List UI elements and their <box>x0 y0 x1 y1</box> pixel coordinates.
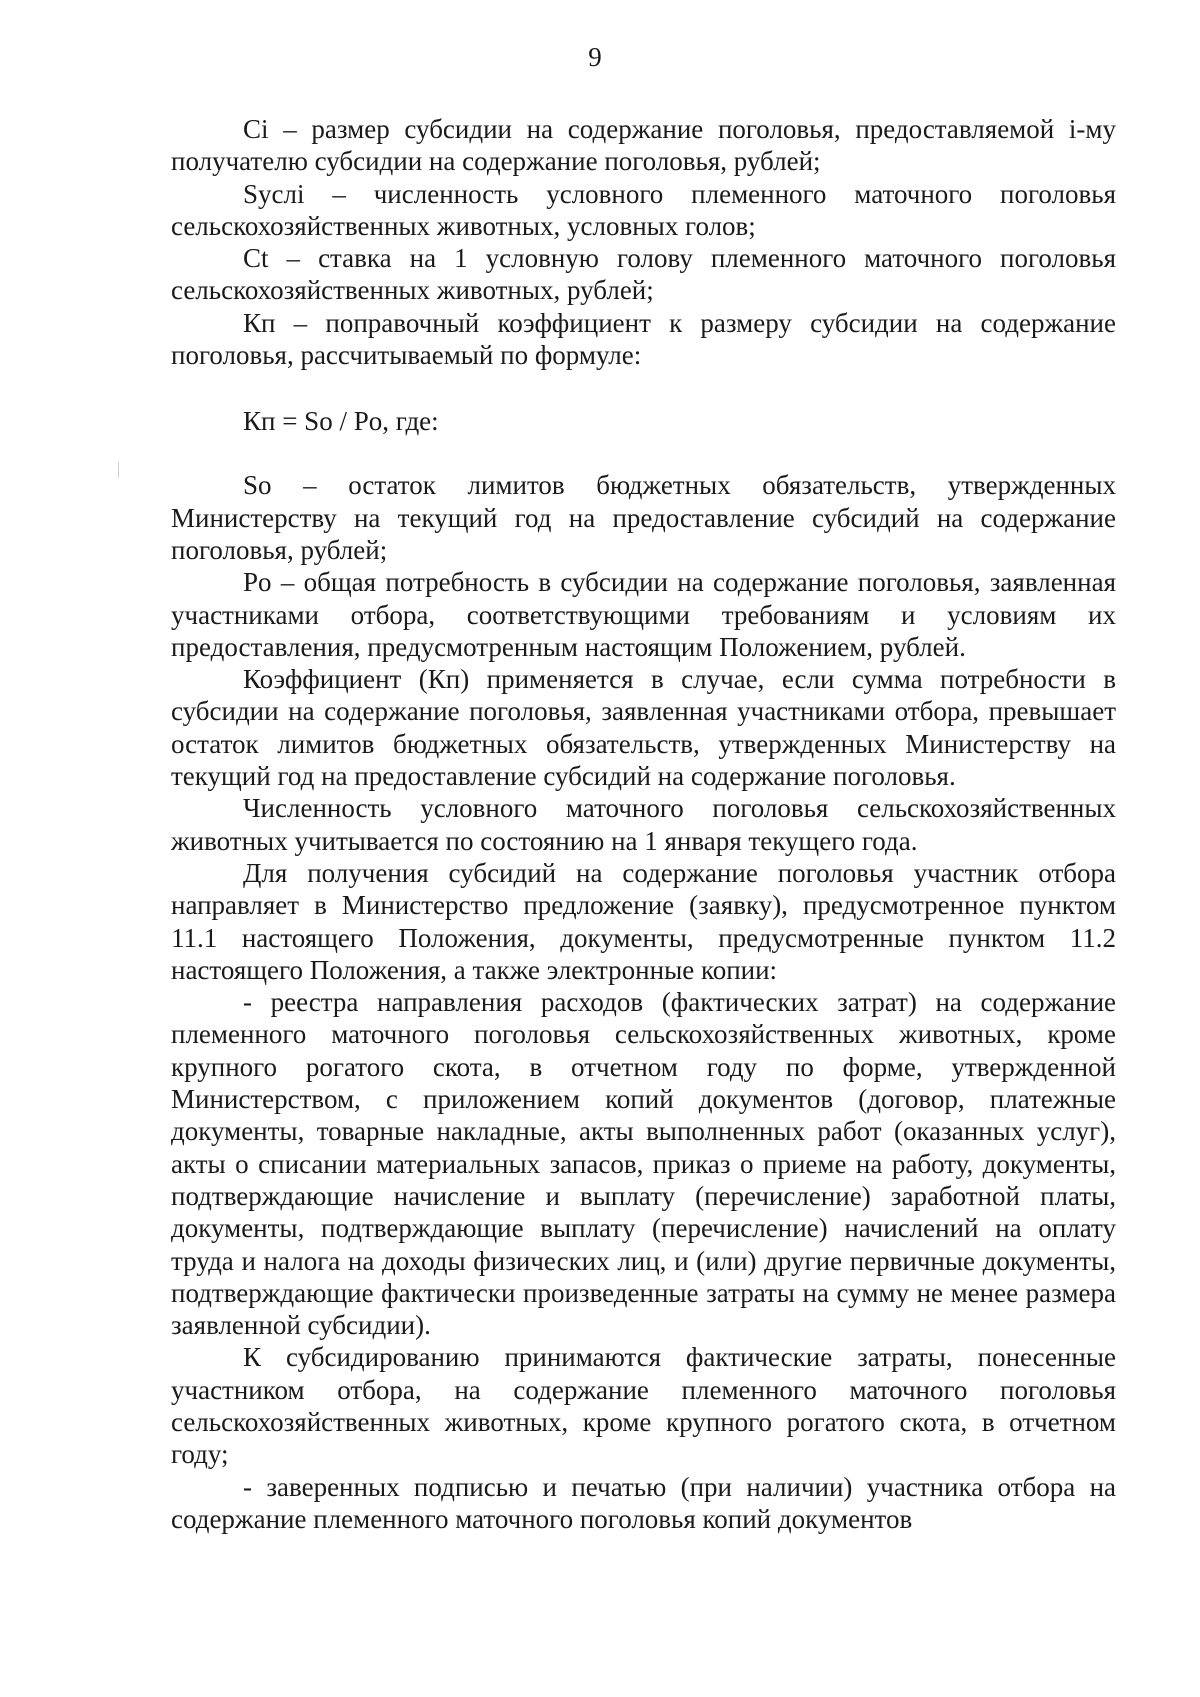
definition-ct: Ct – ставка на 1 условную голову племенного маточного поголовья сельскохозяйственных животных, рублей; <box>171 243 1116 306</box>
list-item-certified-copies: - заверенных подписью и печатью (при наличии) участника отбора на содержание племенного маточного поголовья копий документов <box>171 1471 1116 1534</box>
definition-ci: Ci – размер субсидии на содержание поголовья, предоставляемой i-му получателю субсидии на содержание поголовья, рублей; <box>171 114 1116 177</box>
paragraph-headcount: Численность условного маточного поголовья сельскохозяйственных животных учитывается по состоянию на 1 января текущего года. <box>171 793 1116 856</box>
formula-kp: Кп = So / Po, где: <box>243 406 439 437</box>
spacer <box>171 437 1116 469</box>
paragraph-coefficient: Коэффициент (Кп) применяется в случае, если сумма потребности в субсидии на содержание поголовья, заявленная участниками отбора, превышает остаток лимитов бюджетных обязательств, утвержденных Министерству на текущий год на предоставление субсидий на содержание поголовья. <box>171 664 1116 792</box>
definition-sycli: Sycлi – численность условного племенного маточного поголовья сельскохозяйственных животных, условных голов; <box>171 178 1116 241</box>
paragraph-subsidized-costs: К субсидированию принимаются фактические затраты, понесенные участником отбора, на содержание племенного маточного поголовья сельскохозяйственных животных, кроме крупного рогатого скота, в отчетном году; <box>171 1342 1116 1470</box>
definition-kp: Кп – поправочный коэффициент к размеру субсидии на содержание поголовья, рассчитываемый по формуле: <box>171 307 1116 371</box>
spacer <box>171 371 1116 405</box>
term-po: Po – общая потребность в субсидии на содержание поголовья, заявленная участниками отбора, соответствующими требованиям и условиям их предоставления, предусмотренным настоящим Положением, рублей. <box>171 567 1116 662</box>
scan-margin-mark <box>118 462 119 478</box>
term-so: So – остаток лимитов бюджетных обязательств, утвержденных Министерству на текущий год на предоставление субсидий на содержание поголовья, рублей; <box>171 470 1116 565</box>
paragraph-application: Для получения субсидий на содержание поголовья участник отбора направляет в Министерство предложение (заявку), предусмотренное пунктом 11.1 настоящего Положения, документы, предусмотренные пунктом 11.2 настоящего Положения, а также электронные копии: <box>171 857 1116 985</box>
page-number: 9 <box>588 42 602 72</box>
document-body <box>171 113 1116 1535</box>
list-item-registry: - реестра направления расходов (фактических затрат) на содержание племенного маточного поголовья сельскохозяйственных животных, кроме крупного рогатого скота, в отчетном году по форме, утвержденной Министерством, с приложением копий документов (договор, платежные документы, товарные накладные, акты выполненных работ (оказанных услуг), акты о списании материальных запасов, приказ о приеме на работу, документы, подтверждающие начисление и выплату (перечисление) заработной платы, документы, подтверждающие выплату (перечисление) начислений на оплату труда и налога на доходы физических лиц, и (или) другие первичные документы, подтверждающие фактически произведенные затраты на сумму не менее размера заявленной субсидии). <box>171 987 1116 1341</box>
